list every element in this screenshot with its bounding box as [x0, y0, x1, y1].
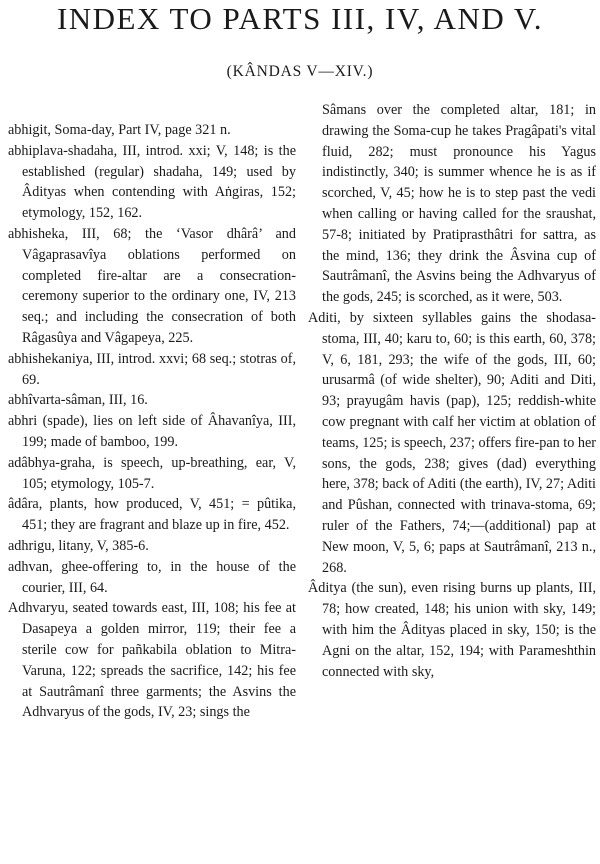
index-entry: Aditi, by sixteen syllables gains the shodasa-stoma, III, 40; karu to, 60; is this earth, 60, 378; V, 6, 181, 293; the wife of the gods, III, 60; urusarmâ (of wide shelter), 90; Aditi and Diti, 93; prayugâm havis (pap), 125; reddish-white cow pregnant with calf her victim at oblation of teams, 125; is speech, 237; offers fire-pan to her sons, the gods, 238; gives (dad) everything here, 378; back of Aditi (the earth), IV, 27; Aditi and Pûshan, connected with trinava-stoma, 69; ruler of the Fathers, 74;—(additional) pap at New moon, V, 5, 6; paps at Sautrâmanî, 213 n., 268. [308, 309, 596, 576]
index-entry: Âditya (the sun), even rising burns up plants, III, 78; how created, 148; his union with sky, 149; with him the Âdityas placed in sky, 150; is the Agni on the altar, 152, 194; with Parameshthin connected with sky, [308, 580, 596, 680]
page-subtitle: (KÂNDAS V—XIV.) [226, 63, 374, 80]
page-title: INDEX TO PARTS III, IV, AND V. [56, 1, 544, 36]
index-entry-continued: Sâmans over the completed altar, 181; in drawing the Soma-cup he takes Pragâpati's vital fluid, 282; must pronounce his Yagus indistinctly, 340; is summer whence he is as if scorched, V, 45; how he is to step past the vedi when calling or having called for the sraushat, 57-8; initiated by Pratiprasthâtri for sattra, as the mind, 136; they drink the Âsvina cup of Sautrâmanî, the Asvins being the Adhvaryus of the gods, 245; is scorched, as it were, 503. [322, 102, 596, 306]
index-entry: Adhvaryu, seated towards east, III, 108; his fee at Dasapeya a golden mirror, 119; their fee a sterile cow for pañkabila oblation to Mitra-Varuna, 122; spreads the sacrifice, 142; his fee at Sautrâmanî three garments; the Asvins the Adhvaryus of the gods, IV, 23; sings the [8, 600, 296, 721]
index-entry: abhishekaniya, III, introd. xxvi; 68 seq.; stotras of, 69. [8, 350, 296, 388]
index-entry: abhri (spade), lies on left side of Âhavanîya, III, 199; made of bamboo, 199. [8, 413, 296, 450]
index-entry: abhiplava-shadaha, III, introd. xxi; V, 148; is the established (regular) shadaha, 149; used by Âdityas when contending with Aṅgiras, 152; etymology, 152, 162. [8, 142, 296, 222]
index-entry: adâbhya-graha, is speech, up-breathing, ear, V, 105; etymology, 105-7. [8, 454, 296, 492]
index-entry: âdâra, plants, how produced, V, 451; = pûtika, 451; they are fragrant and blaze up in fire, 452. [8, 496, 296, 534]
index-entry: abhisheka, III, 68; the ‘Vasor dhârâ’ and Vâgaprasavîya oblations performed on completed fire-altar are a consecration-ceremony superior to the ordinary one, IV, 213 seq.; and including the consecration of both Râgasûya and Vâgapeya, 225. [8, 225, 296, 346]
index-entry: adhrigu, litany, V, 385-6. [8, 537, 149, 554]
index-entry: abhîvarta-sâman, III, 16. [8, 392, 148, 409]
index-entry: abhigit, Soma-day, Part IV, page 321 n. [8, 122, 231, 138]
index-column-right [308, 100, 596, 682]
index-entry: adhvan, ghee-offering to, in the house of the courier, III, 64. [8, 558, 296, 596]
index-column-left [8, 120, 296, 723]
